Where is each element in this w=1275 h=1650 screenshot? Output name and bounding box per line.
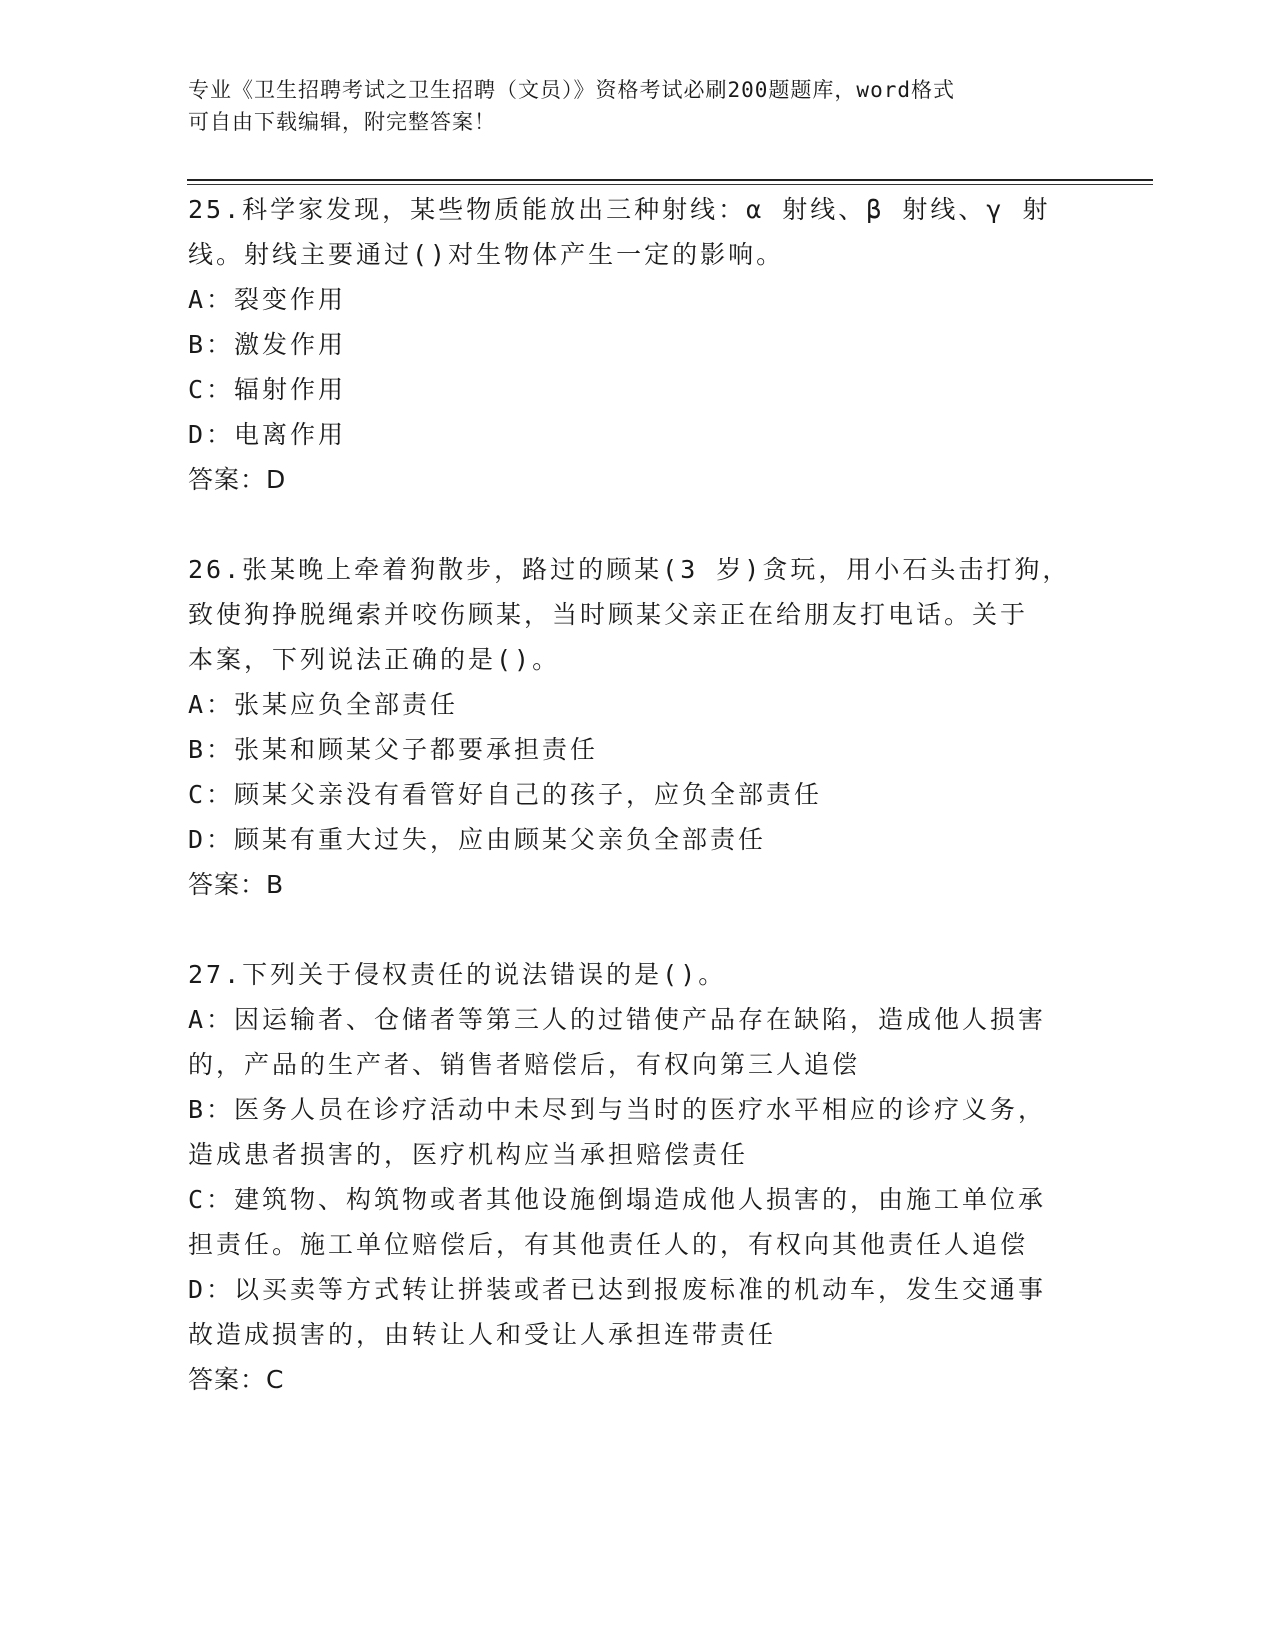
header-divider [187,179,1153,181]
question-item [188,547,1088,907]
question-stem: 本案，下列说法正确的是()。 [188,645,561,674]
header-line: 可自由下载编辑，附完整答案！ [188,110,496,134]
option-b-cont: 造成患者损害的，医疗机构应当承担赔偿责任 [188,1140,749,1169]
option-d: D：电离作用 [188,420,347,449]
question-item [188,187,1088,502]
option-b: B：医务人员在诊疗活动中未尽到与当时的医疗水平相应的诊疗义务， [188,1095,1047,1124]
option-d: D：以买卖等方式转让拼装或者已达到报废标准的机动车，发生交通事 [188,1275,1047,1304]
option-b: B：张某和顾某父子都要承担责任 [188,735,599,764]
option-a: A：因运输者、仓储者等第三人的过错使产品存在缺陷，造成他人损害 [188,1005,1047,1034]
header-line: 专业《卫生招聘考试之卫生招聘（文员）》资格考试必刷200题题库，word格式 [188,78,955,102]
question-spacer [188,907,1088,952]
question-list [188,187,1088,1402]
option-a: A：张某应负全部责任 [188,690,459,719]
option-c-cont: 担责任。施工单位赔偿后，有其他责任人的，有权向其他责任人追偿 [188,1230,1029,1259]
option-b: B：激发作用 [188,330,347,359]
question-stem: 致使狗挣脱绳索并咬伤顾某，当时顾某父亲正在给朋友打电话。关于 [188,600,1029,629]
answer-key: 答案：D [188,465,287,494]
question-stem: 27.下列关于侵权责任的说法错误的是()。 [188,960,727,989]
question-stem: 25.科学家发现，某些物质能放出三种射线：α 射线、β 射线、γ 射 [188,195,1051,224]
option-c: C：辐射作用 [188,375,347,404]
question-stem: 线。射线主要通过()对生物体产生一定的影响。 [188,240,785,269]
answer-key: 答案：B [188,870,285,899]
option-a: A：裂变作用 [188,285,347,314]
option-c: C：顾某父亲没有看管好自己的孩子，应负全部责任 [188,780,823,809]
header-divider-thin [187,184,1153,185]
option-d: D：顾某有重大过失，应由顾某父亲负全部责任 [188,825,767,854]
option-a-cont: 的，产品的生产者、销售者赔偿后，有权向第三人追偿 [188,1050,861,1079]
question-item [188,952,1088,1402]
option-c: C：建筑物、构筑物或者其他设施倒塌造成他人损害的，由施工单位承 [188,1185,1047,1214]
answer-key: 答案：C [188,1365,285,1394]
option-d-cont: 故造成损害的，由转让人和受让人承担连带责任 [188,1320,777,1349]
question-spacer [188,502,1088,547]
question-stem: 26.张某晚上牵着狗散步，路过的顾某(3 岁)贪玩，用小石头击打狗， [188,555,1071,584]
document-header [188,74,1068,138]
